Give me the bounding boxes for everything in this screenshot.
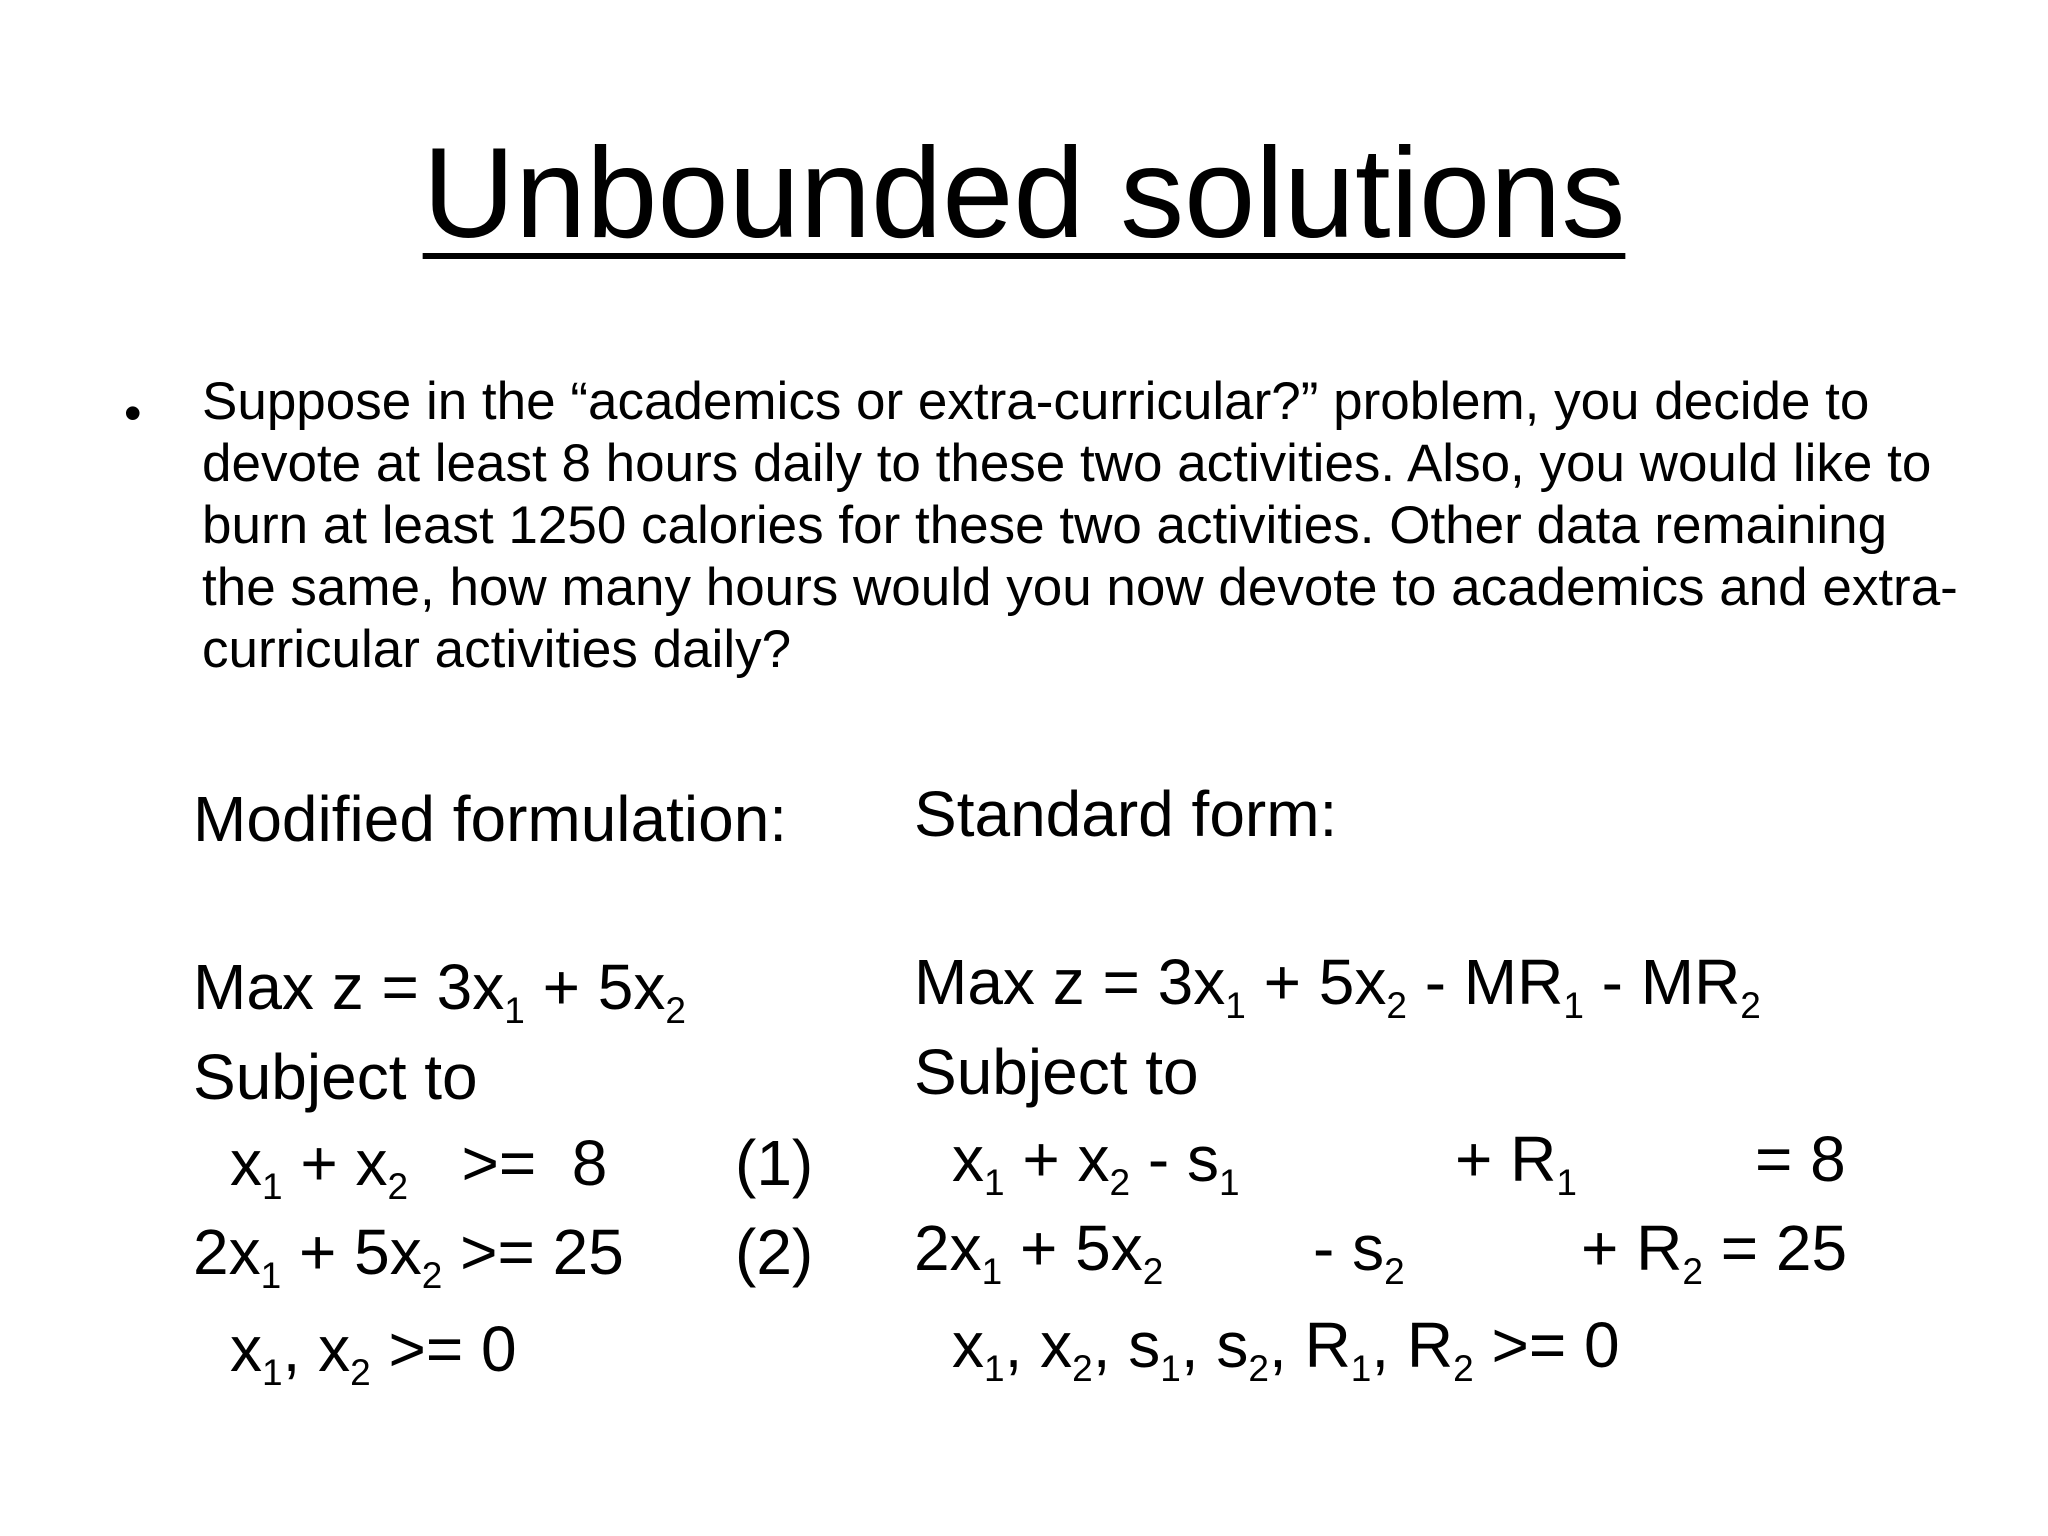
left-subject-to: Subject to [193, 1041, 478, 1113]
problem-statement: Suppose in the “academics or extra-curricular?” problem, you decide to devote at least 8 hours daily to these two activities. Also, you would like to burn at least 1250 calories for these two activities. Other data remaining the same, how many hours would you now devote to academics and extra-curricular activities daily? [202, 372, 1958, 679]
slide-title [0, 122, 2048, 265]
standard-form-heading: Standard form: [914, 778, 1338, 850]
right-constraint-1-rhs: = 8 [1755, 1123, 1846, 1195]
left-constraint-2: $2x_1 + 5x_2 >= 25$ [193, 1216, 624, 1296]
right-constraint-2-surplus: - $s_2$ [1313, 1212, 1405, 1292]
left-objective: Max $z = 3x_1 + 5x_2$ [193, 951, 686, 1031]
right-constraint-1-artificial: + $R_1$ [1455, 1123, 1577, 1203]
left-nonnegativity: $x_1$, $x_2 >= 0$ [230, 1313, 517, 1393]
modified-formulation-heading: Modified formulation: [193, 783, 788, 855]
right-objective: Max $z = 3x_1 + 5x_2 - MR_1 - MR_2$ [914, 946, 1761, 1026]
bullet-icon: • [124, 385, 142, 441]
right-nonnegativity: $x_1$, $x_2$, $s_1$, $s_2$, $R_1$, $R_2 >= 0$ [952, 1309, 1620, 1389]
left-constraint-1-label: (1) [735, 1127, 814, 1199]
right-constraint-2-lhs: $2x_1 + 5x_2$ [914, 1212, 1164, 1292]
right-subject-to: Subject to [914, 1036, 1199, 1108]
left-constraint-2-label: (2) [735, 1216, 814, 1288]
left-constraint-1: $x_1 + x_2 >= 8$ [230, 1127, 608, 1207]
right-constraint-2-artificial: + $R_2 = 25$ [1581, 1212, 1848, 1292]
right-constraint-1-lhs: $x_1 + x_2 - s_1$ [952, 1123, 1240, 1203]
title-text: Unbounded solutions [422, 122, 1626, 265]
